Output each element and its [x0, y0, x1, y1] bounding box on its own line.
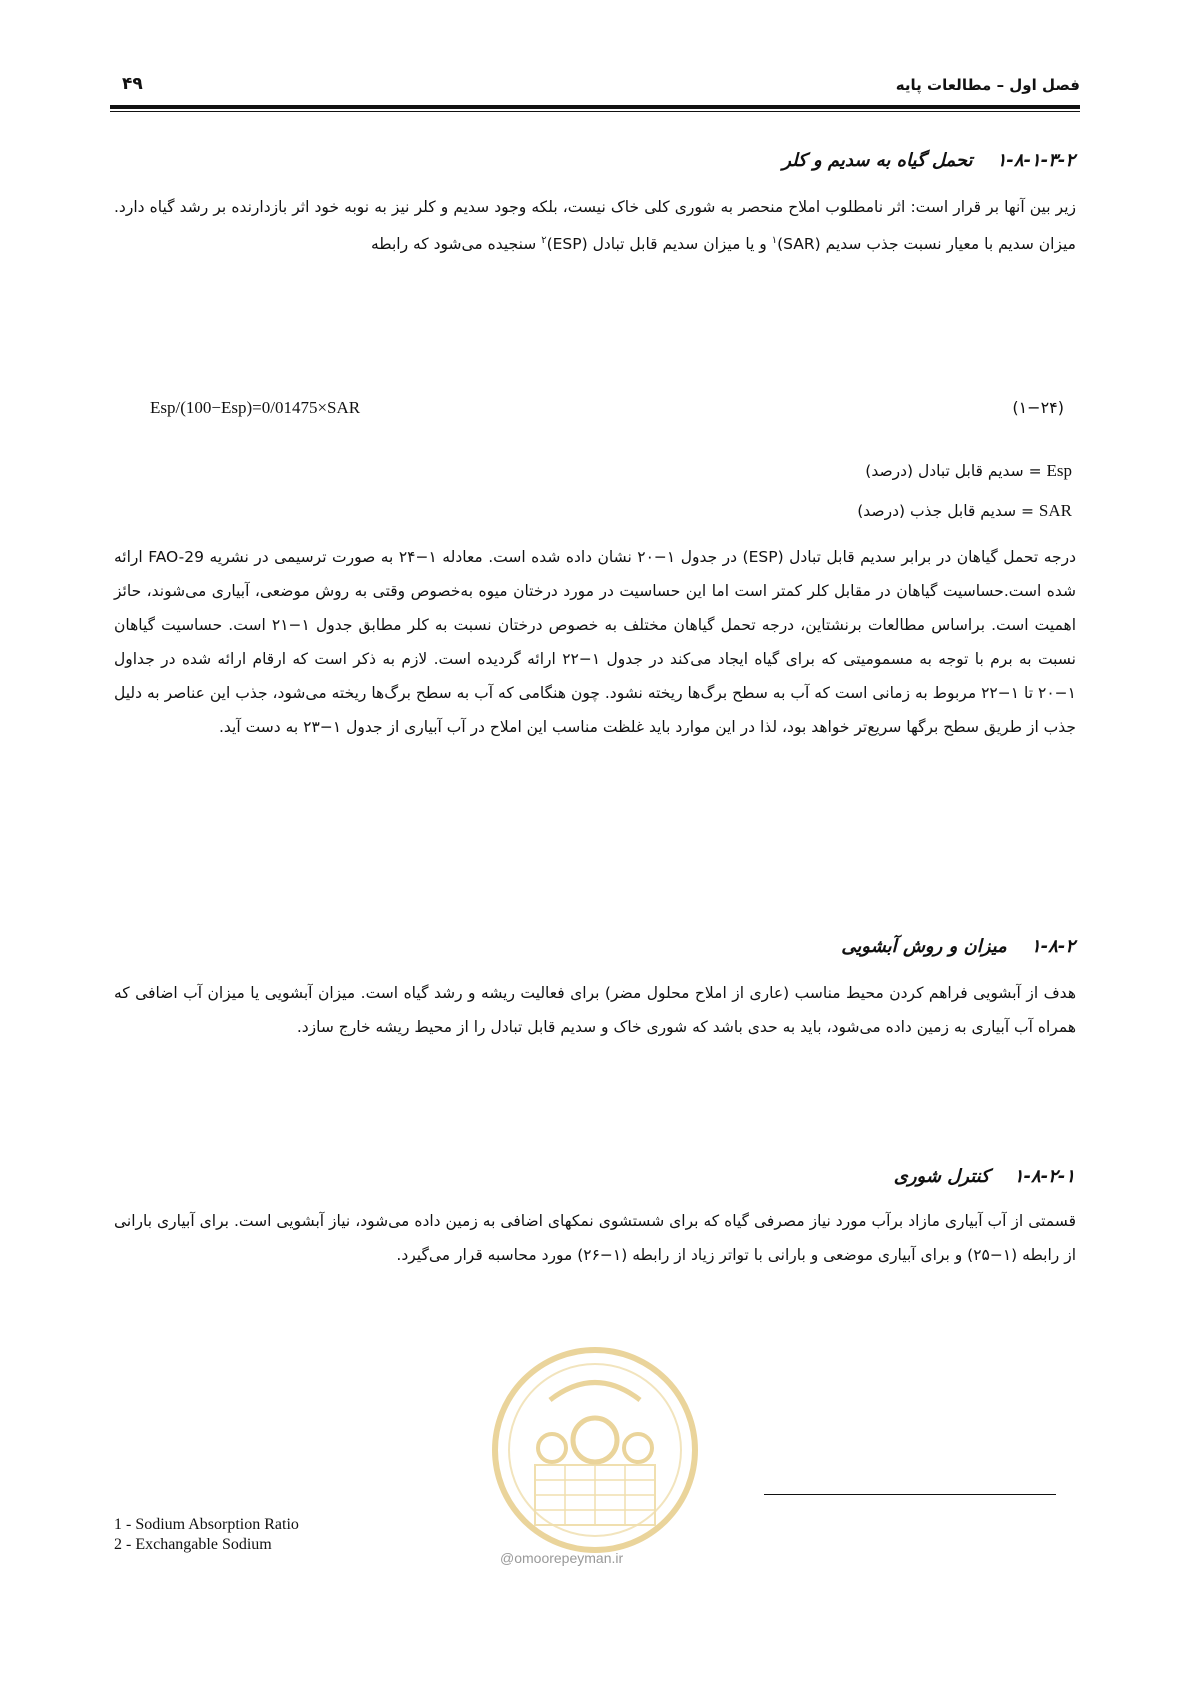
footnote-1: 1 - Sodium Absorption Ratio	[114, 1516, 299, 1533]
footnote-marker: ۲	[541, 235, 547, 246]
footnote-marker: ۱	[771, 235, 778, 246]
header-rule-thick	[110, 105, 1080, 109]
paragraph-text: زیر بین آنها بر قرار است: اثر نامطلوب املاح منحصر به شوری کلی خاک نیست، بلکه وجود سدیم و کلر نیز به نوبه خود اثر بازدارنده بر رشد گیاه دارد. میزان سدیم با معیار نسبت جذب سدیم (SAR)	[114, 198, 1076, 254]
variable-symbol: Esp	[1046, 461, 1072, 480]
section-heading-leaching	[841, 936, 1075, 957]
section-title: میزان و روش آبشویی	[841, 936, 1007, 957]
paragraph-intro	[114, 190, 1076, 261]
page-number: ۴۹	[122, 74, 143, 94]
equation-number: (۱−۲۴)	[1012, 398, 1064, 417]
paragraph-text: و یا میزان سدیم قابل تبادل (ESP)	[546, 235, 772, 254]
watermark-caption: @omoorepeyman.ir	[500, 1550, 624, 1566]
paragraph-salinity-control: قسمتی از آب آبیاری مازاد برآب مورد نیاز مصرفی گیاه که برای شستشوی نمکهای اضافی به زمین داده می‌شود، نیاز آبشویی است. برای آبیاری بارانی از رابطه (۱−۲۵) و برای آبیاری موضعی و بارانی با تواتر زیاد از رابطه (۱−۲۶) مورد محاسبه قرار می‌گیرد.	[114, 1212, 1076, 1264]
section-number: ۱-۸-۱-۳-۲	[996, 150, 1075, 171]
footnote-2: 2 - Exchangable Sodium	[114, 1536, 272, 1553]
paragraph-leaching: هدف از آبشویی فراهم کردن محیط مناسب (عاری از املاح محلول مضر) برای فعالیت ریشه و رشد گیاه است. میزان آبشویی یا میزان آب اضافی که همراه آب آبیاری به زمین داده می‌شود، باید به حدی باشد که شوری خاک و سدیم قابل تبادل را از محیط ریشه خارج سازد.	[114, 984, 1076, 1036]
section-title: کنترل شوری	[893, 1166, 990, 1187]
variable-definition-sar	[857, 494, 1072, 528]
paragraph-text: سنجیده می‌شود که رابطه	[370, 235, 542, 254]
footnotes	[114, 1515, 299, 1555]
variable-description: = سدیم قابل تبادل (درصد)	[865, 462, 1042, 480]
section-heading-sodium-chlorine	[782, 150, 1075, 171]
section-number: ۱-۸-۲	[1031, 936, 1075, 957]
page-header	[110, 72, 1080, 102]
equation: Esp/(100−Esp)=0/01475×SAR	[150, 398, 361, 417]
footnote-separator	[764, 1494, 1056, 1495]
header-rule-thin	[110, 111, 1080, 112]
watermark-logo-icon	[480, 1330, 710, 1570]
section-title: تحمل گیاه به سدیم و کلر	[782, 150, 973, 171]
paragraph-tolerance: درجه تحمل گیاهان در برابر سدیم قابل تبادل (ESP) در جدول ۱−۲۰ نشان داده شده است. معادله ۱−۲۴ به صورت ترسیمی در نشریه FAO-29 ارائه شده است.حساسیت گیاهان در مقابل کلر کمتر است اما این حساسیت در مورد درختان میوه به‌خصوص وقتی به روش موضعی، آبیاری می‌شوند، حائز اهمیت است. براساس مطالعات برنشتاین، درجه تحمل گیاهان مختلف به خصوص درختان نسبت به کلر مطابق جدول ۱−۲۱ است. حساسیت گیاهان نسبت به برم با توجه به مسمومیتی که برای گیاه ایجاد می‌کند در جدول ۱−۲۲ ارائه گردیده است. لازم به ذکر است که ارقام ارائه شده در جداول ۱−۲۰ تا ۱−۲۲ مربوط به زمانی است که آب به سطح برگ‌ها ریخته نشود. چون هنگامی که آب به سطح برگ‌ها ریخته می‌شود، جذب این عناصر به دلیل جذب از طریق سطح برگها سریع‌تر خواهد بود، لذا در این موارد باید غلظت مناسب این املاح در آب آبیاری از جدول ۱−۲۳ به دست آید.	[114, 548, 1077, 736]
variable-description: = سدیم قابل جذب (درصد)	[857, 502, 1034, 520]
variable-definition-esp	[865, 454, 1072, 488]
chapter-title: فصل اول – مطالعات پایه	[895, 76, 1080, 94]
section-number: ۱-۸-۲-۱	[1013, 1166, 1075, 1187]
section-heading-salinity-control	[894, 1166, 1075, 1187]
variable-symbol: SAR	[1038, 501, 1072, 520]
